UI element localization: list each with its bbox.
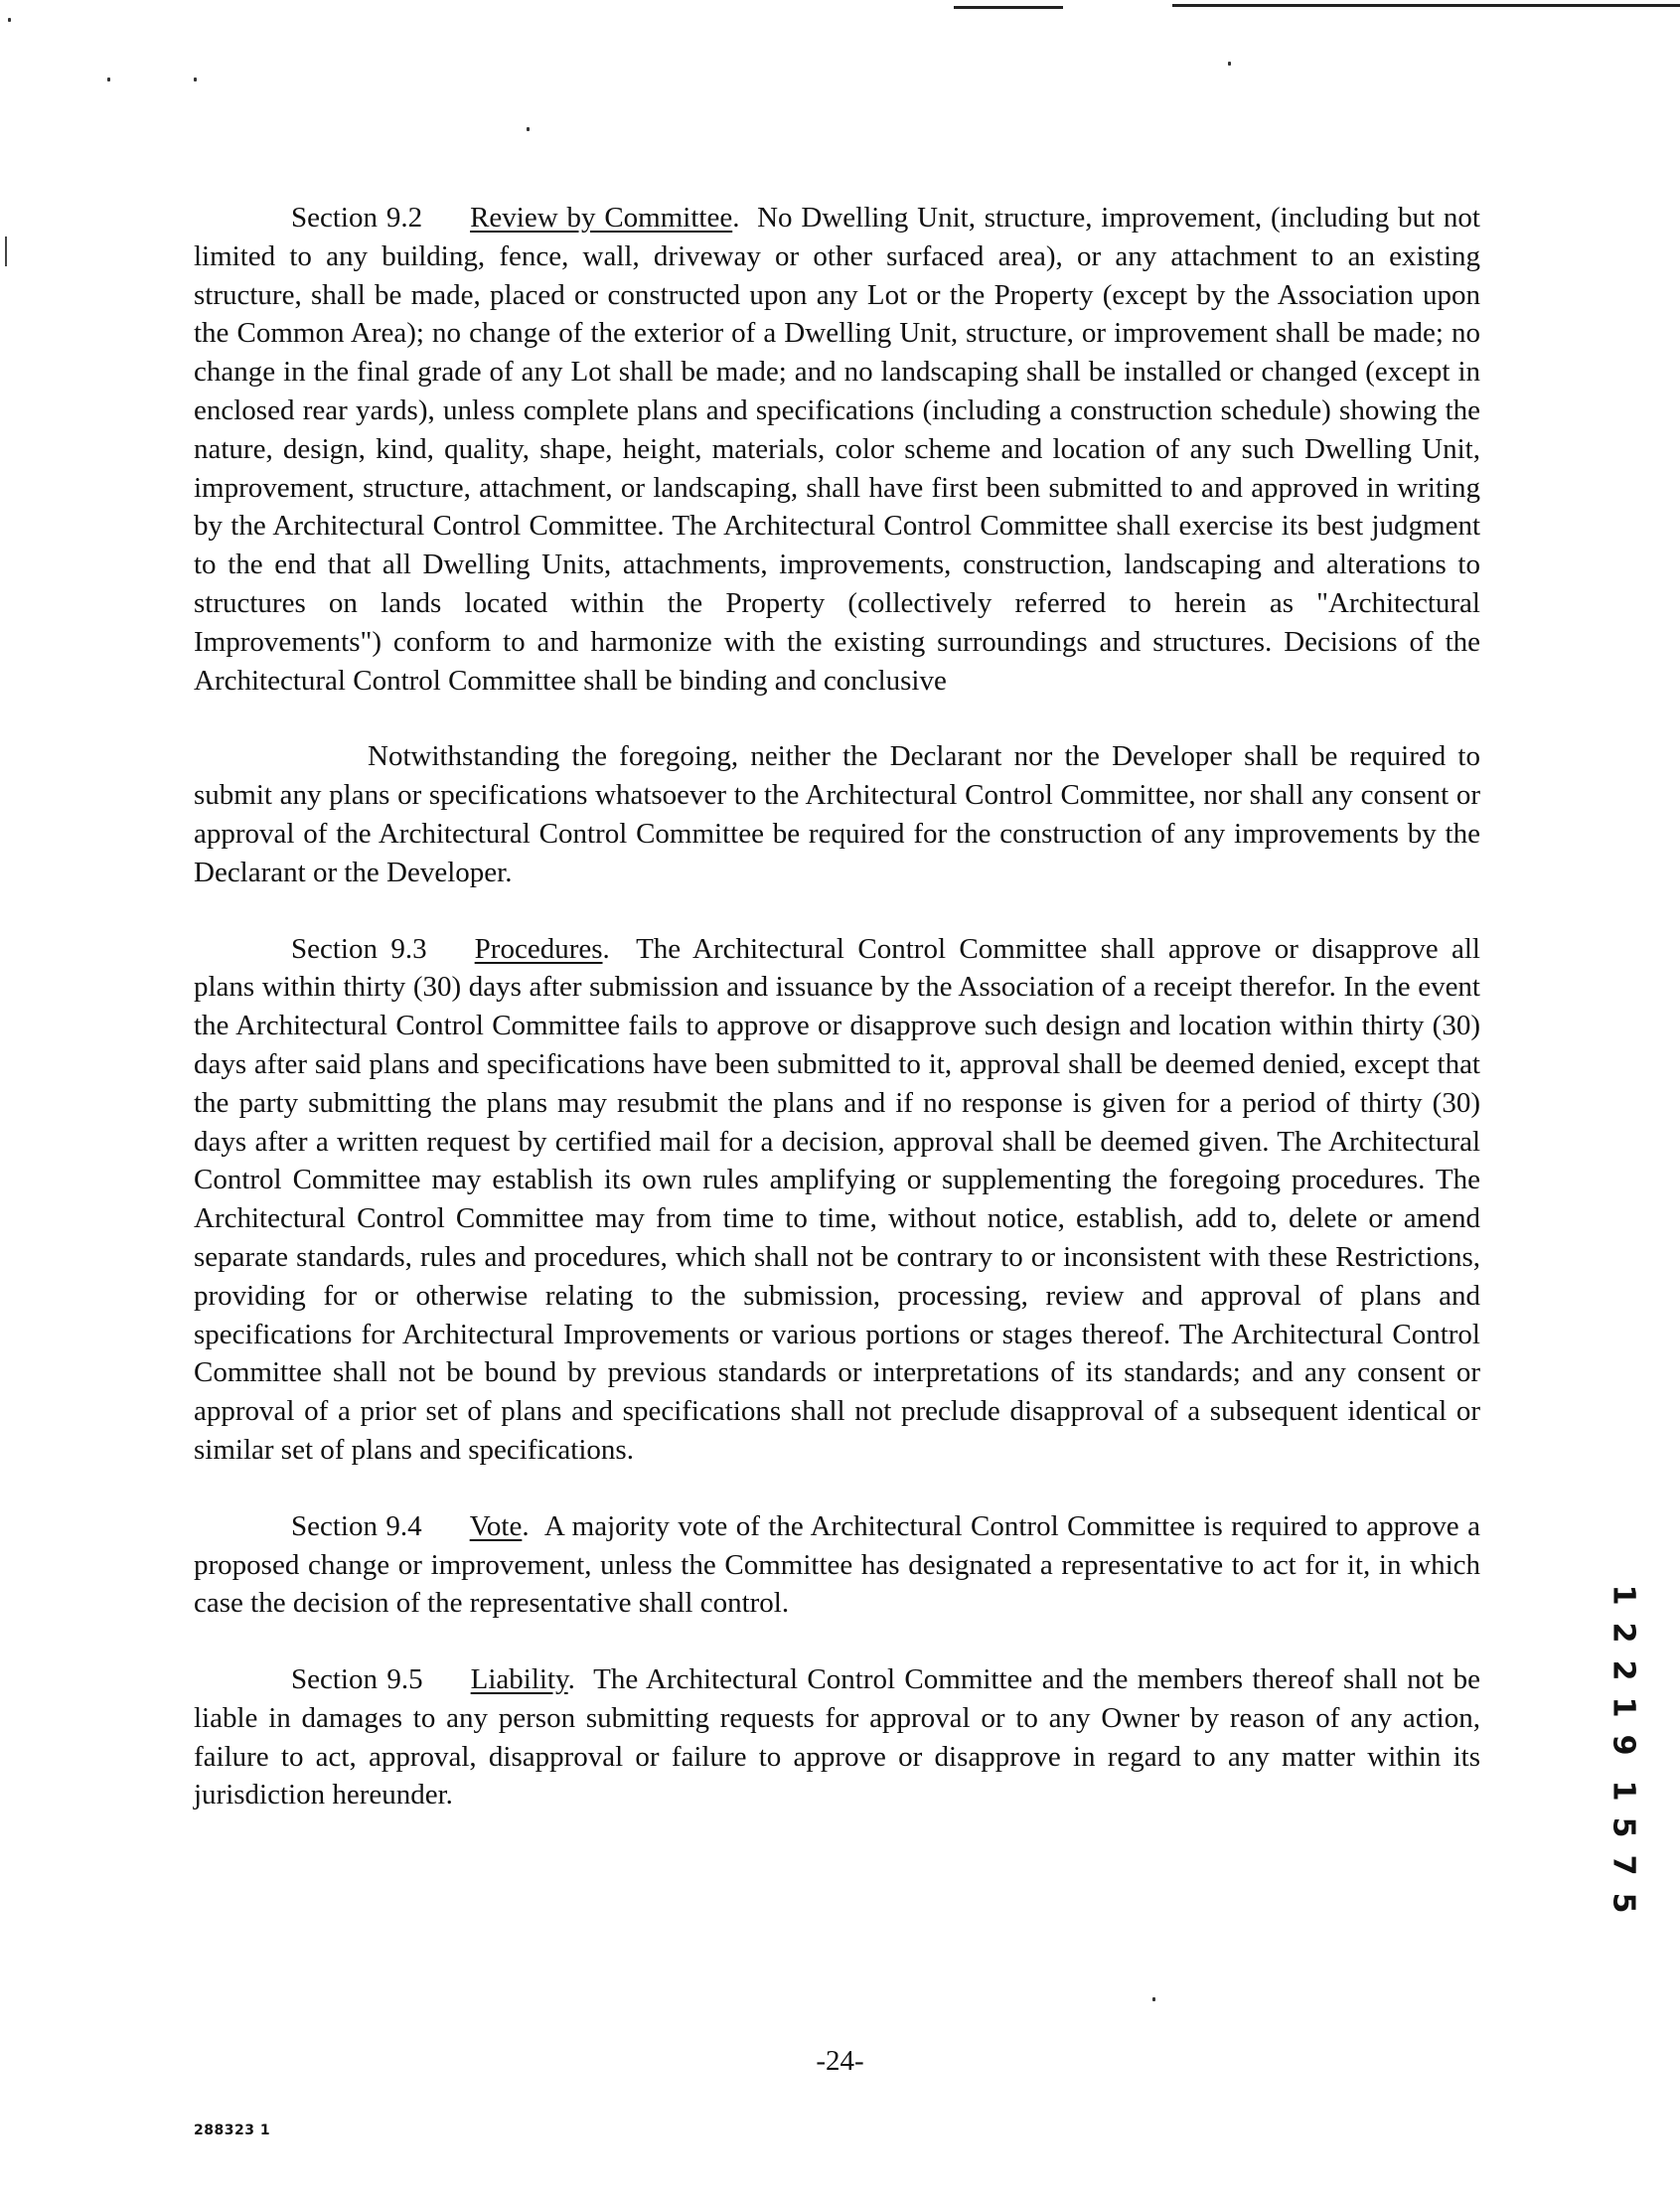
section-number: Section 9.3 xyxy=(291,932,427,965)
scan-speck xyxy=(8,18,11,22)
stamp-digit: 1 xyxy=(1605,1780,1640,1802)
scan-speck xyxy=(1228,62,1231,66)
header-rule-right xyxy=(1172,4,1680,7)
margin-mark xyxy=(5,236,7,266)
section-text: A majority vote of the Architectural Control Committee is required to approve a proposed change or improvement, unless the Committee has designated a representative to act for it, in which case the decision of the representative shall control. xyxy=(194,1509,1480,1620)
section-title: Procedures xyxy=(474,932,603,965)
stamp-digit: 2 xyxy=(1605,1622,1640,1644)
scan-speck xyxy=(527,127,530,131)
section-text: The Architectural Control Committee shall approve or disapprove all plans within thirty (30) days after submission and issuance by the Association of a receipt therefor. In the event the Architectural Control Committee fails to approve or disapprove such design and location within thirty (30) days after said plans and specifications have been submitted to it, approval shall be deemed denied, except that the party submitting the plans may resubmit the plans and if no response is given for a period of thirty (30) days after a written request by certified mail for a decision, approval shall be deemed given. The Architectural Control Committee may establish its own rules amplifying or supplementing the foregoing procedures. The Architectural Control Committee may from time to time, without notice, establish, add to, delete or amend separate standards, rules and procedures, which shall not be contrary to or inconsistent with these Restrictions, providing for or otherwise relating to the submission, processing, review and approval of plans and specifications for Architectural Improvements or various portions or stages thereof. The Architectural Control Committee shall not be bound by previous standards or interpretations of its standards; and any consent or approval of a prior set of plans and specifications shall not preclude disapproval of a subsequent identical or similar set of plans and specifications. xyxy=(194,932,1480,1466)
stamp-digit: 2 xyxy=(1605,1659,1640,1680)
page-number: -24- xyxy=(816,2045,864,2077)
section-9-3: Section 9.3 Procedures. The Architectural Control Committee shall approve or disapprove all plans within thirty (30) days after submission and issuance by the Association of a receipt therefor. In the event the Architectural Control Committee fails to approve or disapprove such design and location within thirty (30) days after said plans and specifications have been submitted to it, approval shall be deemed denied, except that the party submitting the plans may resubmit the plans and if no response is given for a period of thirty (30) days after a written request by certified mail for a decision, approval shall be deemed given. The Architectural Control Committee may establish its own rules amplifying or supplementing the foregoing procedures. The Architectural Control Committee may from time to time, without notice, establish, add to, delete or amend separate standards, rules and procedures, which shall not be contrary to or inconsistent with these Restrictions, providing for or otherwise relating to the submission, processing, review and approval of plans and specifications for Architectural Improvements or various portions or stages thereof. The Architectural Control Committee shall not be bound by previous standards or interpretations of its standards; and any consent or approval of a prior set of plans and specifications shall not preclude disapproval of a subsequent identical or similar set of plans and specifications. xyxy=(194,932,1480,1466)
section-number: Section 9.5 xyxy=(291,1663,423,1696)
scan-speck xyxy=(194,78,197,81)
document-id: 288323 1 xyxy=(194,2123,271,2138)
section-number: Section 9.4 xyxy=(291,1509,422,1542)
document-body xyxy=(194,199,1480,1852)
section-text: No Dwelling Unit, structure, improvement, (including but not limited to any building, fence, wall, driveway or other surfaced area), or any attachment to an existing structure, shall be made, placed or constructed upon any Lot or the Property (except by the Association upon the Common Area); no change of the exterior of a Dwelling Unit, structure, or improvement shall be made; no change in the final grade of any Lot shall be made; and no landscaping shall be installed or changed (except in enclosed rear yards), unless complete plans and specifications (including a construction schedule) showing the nature, design, kind, quality, shape, height, materials, color scheme and location of any such Dwelling Unit, improvement, structure, attachment, or landscaping, shall have first been submitted to and approved in writing by the Architectural Control Committee. The Architectural Control Committee shall exercise its best judgment to the end that all Dwelling Units, attachments, improvements, construction, landscaping and alterations to structures on lands located within the Property (collectively referred to herein as "Architectural Improvements") conform to and harmonize with the existing surroundings and structures. Decisions of the Architectural Control Committee shall be binding and conclusive xyxy=(194,202,1480,697)
scan-speck xyxy=(1152,1997,1155,2001)
stamp-digit: 7 xyxy=(1605,1854,1640,1876)
section-text: The Architectural Control Committee and the members thereof shall not be liable in damages to any person submitting requests for approval or to any Owner by reason of any action, failure to act, approval, disapproval or failure to approve or disapprove in regard to any matter within its jurisdiction hereunder. xyxy=(194,1663,1480,1811)
scan-speck xyxy=(107,78,110,81)
section-number: Section 9.2 xyxy=(291,202,423,234)
section-title: Review by Committee xyxy=(470,202,733,234)
recording-stamp xyxy=(1598,1580,1647,1918)
stamp-digit: 5 xyxy=(1605,1892,1640,1914)
section-9-2: Section 9.2 Review by Committee. No Dwelling Unit, structure, improvement, (including but not limited to any building, fence, wall, driveway or other surfaced area), or any attachment to an existing structure, shall be made, placed or constructed upon any Lot or the Property (except by the Association upon the Common Area); no change of the exterior of a Dwelling Unit, structure, or improvement shall be made; no change in the final grade of any Lot shall be made; and no landscaping shall be installed or changed (except in enclosed rear yards), unless complete plans and specifications (including a construction schedule) showing the nature, design, kind, quality, shape, height, materials, color scheme and location of any such Dwelling Unit, improvement, structure, attachment, or landscaping, shall have first been submitted to and approved in writing by the Architectural Control Committee. The Architectural Control Committee shall exercise its best judgment to the end that all Dwelling Units, attachments, improvements, construction, landscaping and alterations to structures on lands located within the Property (collectively referred to herein as "Architectural Improvements") conform to and harmonize with the existing surroundings and structures. Decisions of the Architectural Control Committee shall be binding and conclusive xyxy=(194,202,1480,697)
section-title: Vote xyxy=(469,1509,523,1542)
notwithstanding-paragraph: Notwithstanding the foregoing, neither the Declarant nor the Developer shall be required to submit any plans or specifications whatsoever to the Architectural Control Committee, nor shall any consent or approval of the Architectural Control Committee be required for the construction of any improvements by the Declarant or the Developer. xyxy=(194,740,1480,888)
stamp-digit: 1 xyxy=(1605,1696,1640,1718)
section-title: Liability xyxy=(470,1663,568,1696)
stamp-digit: 1 xyxy=(1605,1584,1640,1606)
header-rule-left xyxy=(954,6,1063,9)
section-9-5: Section 9.5 Liability. The Architectural Control Committee and the members thereof shall not be liable in damages to any person submitting requests for approval or to any Owner by reason of any action, failure to act, approval, disapproval or failure to approve or disapprove in regard to any matter within its jurisdiction hereunder. xyxy=(194,1663,1480,1811)
stamp-digit: 9 xyxy=(1605,1734,1640,1756)
stamp-digit: 5 xyxy=(1605,1816,1640,1838)
section-9-4: Section 9.4 Vote. A majority vote of the Architectural Control Committee is required to approve a proposed change or improvement, unless the Committee has designated a representative to act for it, in which case the decision of the representative shall control. xyxy=(194,1509,1480,1620)
